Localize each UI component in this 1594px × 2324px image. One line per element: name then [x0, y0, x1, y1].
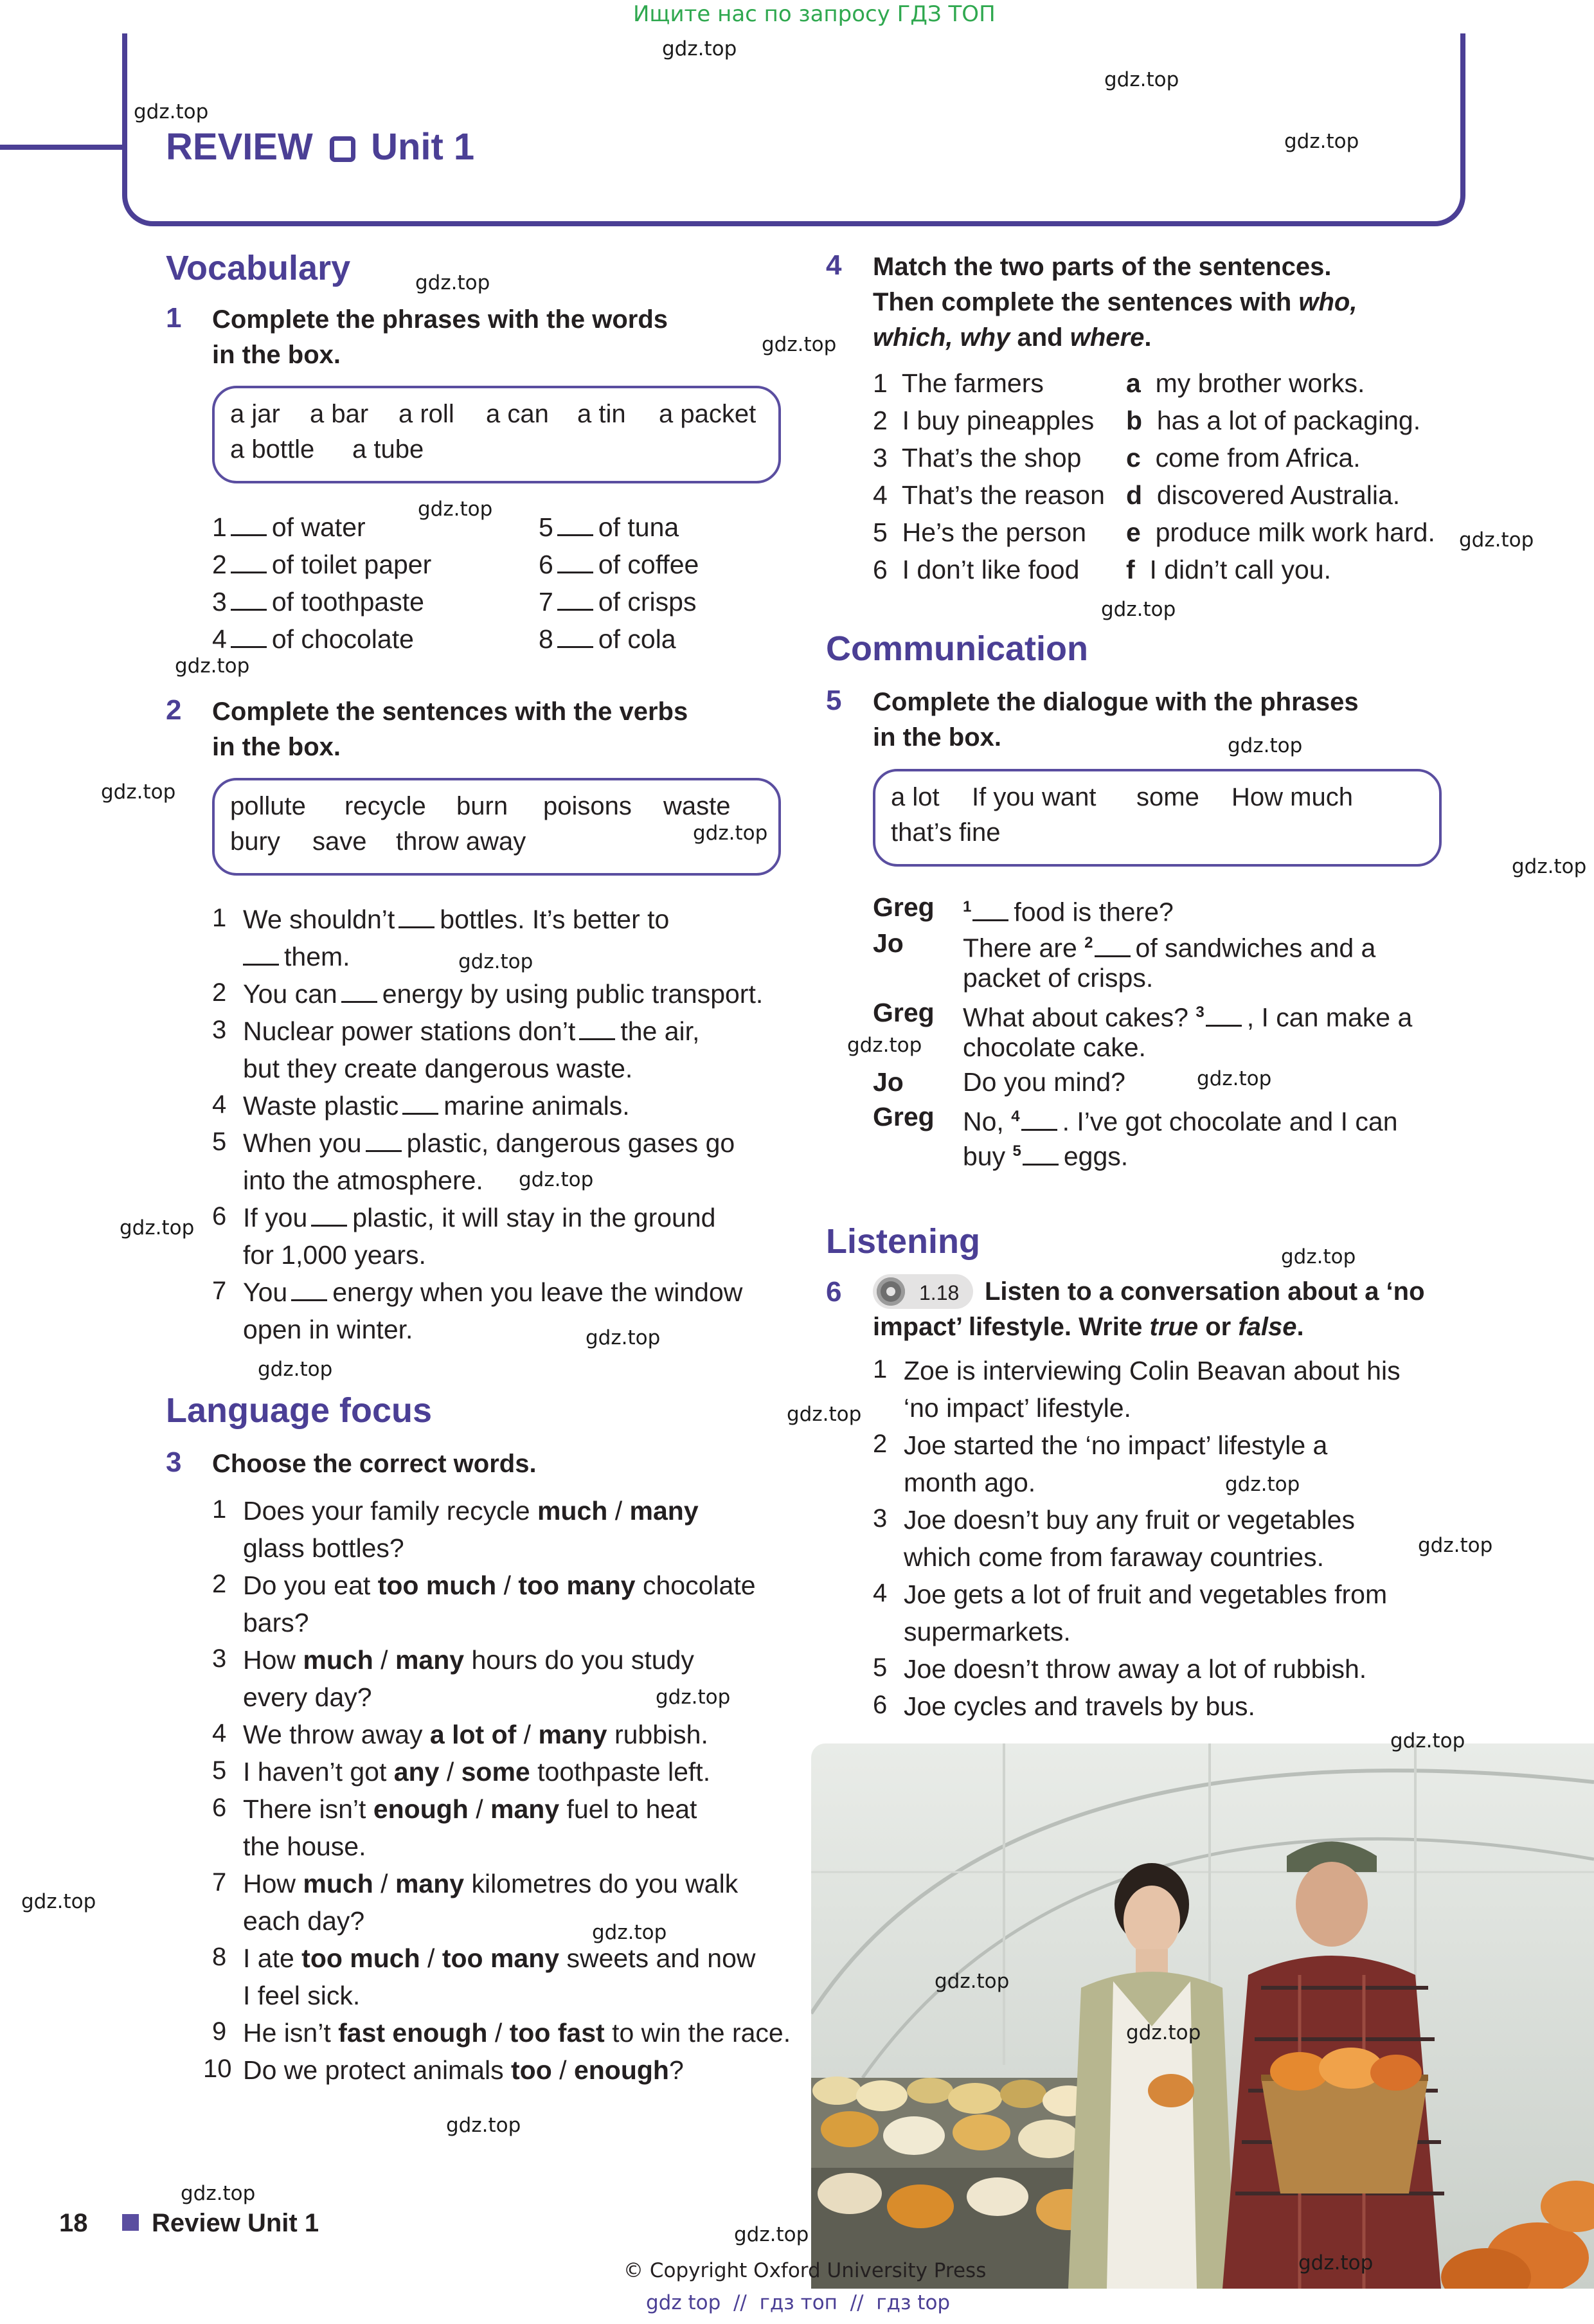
list-item: 7 of crisps: [539, 587, 697, 617]
watermark-text: gdz.top: [1225, 1473, 1300, 1496]
ex4-instruction-1: Match the two parts of the sentences.: [873, 253, 1332, 281]
item-number: 5: [873, 1653, 888, 1682]
watermark-text: gdz.top: [592, 1921, 667, 1944]
statement-line-cont: ‘no impact’ lifestyle.: [904, 1393, 1131, 1423]
vocabulary-title: Vocabulary: [166, 249, 351, 287]
dialogue-line: Do you mind?: [963, 1067, 1125, 1097]
statement-line: Joe started the ‘no impact’ lifestyle a: [904, 1430, 1328, 1460]
choice-sentence: He isn’t fast enough / too fast to win the race.: [243, 2018, 791, 2048]
watermark-text: gdz.top: [1390, 1729, 1465, 1752]
choice-option[interactable]: fast enough: [338, 2018, 488, 2048]
choice-option[interactable]: much: [537, 1496, 608, 1526]
dialogue-line: buy $^5$ eggs.: [963, 1141, 1129, 1171]
item-number: 9: [212, 2017, 227, 2046]
choice-sentence: How much / many hours do you study: [243, 1645, 694, 1675]
statement-line: Joe doesn’t buy any fruit or vegetables: [904, 1505, 1355, 1535]
choice-option[interactable]: enough: [573, 2055, 669, 2085]
word-chip: poisons: [543, 792, 632, 820]
ex4-instruction-3: which, why and where.: [873, 323, 1152, 352]
ex6-instruction-2: impact’ lifestyle. Write true or false.: [873, 1313, 1304, 1341]
choice-option[interactable]: too many: [442, 1943, 560, 1973]
item-number: 1: [212, 1495, 227, 1524]
choice-sentence: We throw away a lot of / many rubbish.: [243, 1720, 708, 1749]
word-chip: pollute: [230, 792, 306, 820]
item-number: 7: [212, 1868, 227, 1896]
footer-square-icon: [122, 2214, 139, 2231]
answer-blank[interactable]: [972, 919, 1008, 921]
watermark-text: gdz.top: [1126, 2021, 1201, 2044]
list-item: 1 of water: [212, 512, 366, 542]
ex2-instruction-2: in the box.: [212, 733, 341, 761]
item-number: 3: [873, 1504, 888, 1533]
sentence-line: When you plastic, dangerous gases go: [243, 1128, 735, 1158]
item-number: 2: [212, 1570, 227, 1598]
match-right-item: b has a lot of packaging.: [1126, 406, 1421, 435]
watermark-text: gdz.top: [935, 1970, 1010, 1993]
watermark-text: gdz.top: [415, 271, 490, 294]
choice-sentence: Do you eat too much / too many chocolate: [243, 1571, 756, 1600]
ex6-instruction-1: Listen to a conversation about a ‘no: [985, 1277, 1425, 1306]
match-left-item: 4 That’s the reason: [873, 480, 1105, 510]
footer-label: Review Unit 1: [152, 2209, 319, 2237]
word-chip: a bar: [310, 400, 369, 428]
copyright: © Copyright Oxford University Press: [623, 2259, 987, 2282]
phrase-chip: some: [1136, 783, 1199, 811]
word-chip: bury: [230, 827, 280, 856]
word-chip: throw away: [396, 827, 526, 856]
answer-blank[interactable]: [1206, 1025, 1242, 1027]
choice-sentence-cont: each day?: [243, 1906, 365, 1936]
watermark-text: gdz.top: [847, 1034, 922, 1057]
sentence-line: You energy when you leave the window: [243, 1277, 743, 1307]
answer-blank[interactable]: [231, 534, 267, 536]
statement-line: Joe doesn’t throw away a lot of rubbish.: [904, 1654, 1367, 1684]
item-number: 10: [203, 2055, 232, 2083]
answer-blank[interactable]: [557, 646, 593, 648]
item-number: 3: [212, 1016, 227, 1044]
choice-option[interactable]: enough: [373, 1794, 469, 1824]
match-left-item: 1 The farmers: [873, 368, 1044, 398]
review-title: [166, 125, 474, 168]
choice-option[interactable]: too much: [301, 1943, 420, 1973]
list-item: 6 of coffee: [539, 550, 699, 579]
ex2-instruction-1: Complete the sentences with the verbs: [212, 698, 688, 726]
match-right-item: d discovered Australia.: [1126, 480, 1401, 510]
ex3-instruction: Choose the correct words.: [212, 1450, 537, 1478]
answer-blank[interactable]: [291, 1299, 327, 1301]
choice-option[interactable]: many: [629, 1496, 699, 1526]
word-chip: a packet: [659, 400, 757, 428]
ex1-instruction-1: Complete the phrases with the words: [212, 305, 668, 334]
answer-blank[interactable]: [402, 1113, 438, 1115]
ex5-instruction-1: Complete the dialogue with the phrases: [873, 688, 1359, 716]
answer-blank[interactable]: [1023, 1164, 1059, 1166]
ex4-instruction-2: Then complete the sentences with who,: [873, 288, 1357, 316]
item-number: 6: [873, 1691, 888, 1719]
answer-blank[interactable]: [243, 964, 279, 966]
item-number: 6: [212, 1202, 227, 1230]
answer-blank[interactable]: [231, 572, 267, 573]
ex2-number: 2: [166, 694, 182, 726]
word-chip: a tube: [352, 435, 424, 464]
choice-option[interactable]: many: [490, 1794, 560, 1824]
dialogue-line: No, $^4$ . I’ve got chocolate and I can: [963, 1106, 1398, 1137]
watermark-text: gdz.top: [762, 333, 837, 356]
watermark-text: gdz.top: [519, 1168, 594, 1191]
speaker-jo: Jo: [873, 1067, 904, 1097]
item-number: 5: [212, 1128, 227, 1156]
phrase-chip: If you want: [972, 783, 1097, 811]
statement-line-cont: which come from faraway countries.: [904, 1542, 1324, 1572]
answer-blank[interactable]: [398, 926, 434, 928]
choice-option[interactable]: too fast: [509, 2018, 605, 2048]
watermark-text: gdz.top: [21, 1890, 96, 1913]
ex5-number: 5: [826, 685, 842, 716]
list-item: 4 of chocolate: [212, 624, 414, 654]
watermark-text: gdz.top: [120, 1216, 195, 1239]
sentence-line: for 1,000 years.: [243, 1240, 426, 1270]
match-right-item: f I didn’t call you.: [1126, 555, 1332, 584]
dialogue-line: $^1$ food is there?: [963, 897, 1174, 927]
language-focus-title: Language focus: [166, 1391, 433, 1430]
watermark-text: gdz.top: [787, 1403, 862, 1426]
dialogue-line: What about cakes? $^3$ , I can make a: [963, 1002, 1413, 1032]
list-item: 8 of cola: [539, 624, 676, 654]
page-number: 18: [59, 2209, 88, 2237]
word-chip: burn: [456, 792, 508, 820]
word-chip: a tin: [577, 400, 626, 428]
watermark-text: gdz.top: [458, 950, 533, 973]
statement-line: Joe cycles and travels by bus.: [904, 1691, 1255, 1721]
unit-label: Unit 1: [371, 126, 475, 168]
choice-option[interactable]: too many: [518, 1571, 636, 1600]
choice-sentence-cont: I feel sick.: [243, 1981, 361, 2010]
header-line-left: [0, 145, 125, 150]
phrase-chip: that’s fine: [891, 818, 1001, 847]
watermark-text: gdz.top: [1228, 734, 1303, 757]
match-right-item: c come from Africa.: [1126, 443, 1361, 473]
item-number: 5: [212, 1756, 227, 1785]
answer-blank[interactable]: [557, 534, 593, 536]
choice-option[interactable]: many: [395, 1645, 465, 1675]
item-number: 7: [212, 1277, 227, 1305]
watermark-text: gdz.top: [1284, 130, 1359, 153]
dialogue-line: chocolate cake.: [963, 1032, 1146, 1062]
choice-option[interactable]: too much: [377, 1571, 497, 1600]
answer-blank[interactable]: [341, 1001, 377, 1003]
watermark-text: gdz.top: [134, 100, 209, 123]
answer-blank[interactable]: [557, 609, 593, 611]
choice-sentence-cont: bars?: [243, 1608, 309, 1637]
watermark-text: gdz.top: [101, 780, 176, 804]
choice-sentence-cont: the house.: [243, 1832, 366, 1861]
ex4-number: 4: [826, 249, 842, 281]
watermark-text: gdz.top: [693, 822, 768, 845]
watermark-text: gdz.top: [1101, 598, 1176, 621]
choice-option[interactable]: a lot of: [429, 1720, 517, 1749]
choice-sentence: I ate too much / too many sweets and now: [243, 1943, 756, 1973]
list-item: 2 of toilet paper: [212, 550, 432, 579]
speaker-greg: Greg: [873, 892, 935, 922]
list-item: 5 of tuna: [539, 512, 679, 542]
sentence-line: but they create dangerous waste.: [243, 1054, 633, 1083]
watermark-text: gdz.top: [1512, 855, 1587, 878]
phrase-chip: How much: [1231, 783, 1353, 811]
watermark-text: gdz.top: [1459, 528, 1534, 552]
watermark-text: gdz.top: [662, 37, 737, 60]
ex6-number: 6: [826, 1276, 842, 1308]
choice-sentence: Do we protect animals too / enough?: [243, 2055, 684, 2085]
speaker-greg: Greg: [873, 998, 935, 1027]
match-left-item: 3 That’s the shop: [873, 443, 1082, 473]
watermark-text: gdz.top: [175, 654, 250, 678]
choice-sentence-cont: every day?: [243, 1682, 372, 1712]
listening-title: Listening: [826, 1222, 980, 1261]
greenhouse-scene-image: [811, 1743, 1594, 2289]
item-number: 6: [212, 1794, 227, 1822]
item-number: 2: [212, 978, 227, 1007]
answer-blank[interactable]: [311, 1225, 347, 1227]
match-right-item: e produce milk work hard.: [1126, 518, 1435, 547]
word-chip: a roll: [398, 400, 454, 428]
statement-line: Joe gets a lot of fruit and vegetables from: [904, 1580, 1388, 1609]
sentence-line: Waste plastic marine animals.: [243, 1091, 630, 1121]
statement-line-cont: supermarkets.: [904, 1617, 1071, 1646]
word-chip: a bottle: [230, 435, 315, 464]
answer-blank[interactable]: [1021, 1129, 1057, 1131]
choice-option[interactable]: any: [393, 1757, 440, 1787]
word-chip: a can: [486, 400, 549, 428]
footer-links[interactable]: gdz top // гдз топ // гдз top: [646, 2291, 951, 2314]
item-number: 2: [873, 1430, 888, 1458]
answer-blank[interactable]: [579, 1038, 615, 1040]
watermark-text: gdz.top: [446, 2114, 521, 2137]
speaker-greg: Greg: [873, 1102, 935, 1131]
ex5-instruction-2: in the box.: [873, 723, 1001, 752]
word-chip: save: [312, 827, 367, 856]
top-banner[interactable]: Ищите нас по запросу ГДЗ ТОП: [633, 1, 996, 27]
item-number: 1: [873, 1355, 888, 1383]
watermark-text: gdz.top: [734, 2223, 809, 2246]
choice-option[interactable]: many: [395, 1869, 465, 1898]
sentence-line: into the atmosphere.: [243, 1166, 483, 1195]
item-number: 3: [212, 1644, 227, 1673]
sentence-line: open in winter.: [243, 1315, 413, 1344]
choice-sentence: I haven’t got any / some toothpaste left.: [243, 1757, 711, 1787]
word-chip: recycle: [345, 792, 426, 820]
ex3-number: 3: [166, 1446, 182, 1478]
sentence-line: We shouldn’t bottles. It’s better to: [243, 905, 670, 934]
choice-option[interactable]: many: [538, 1720, 607, 1749]
item-number: 8: [212, 1943, 227, 1971]
watermark-text: gdz.top: [1281, 1245, 1356, 1268]
item-number: 4: [873, 1579, 888, 1607]
cd-icon: [877, 1277, 905, 1306]
word-chip: waste: [663, 792, 731, 820]
dialogue-line: packet of crisps.: [963, 963, 1154, 993]
item-number: 4: [212, 1090, 227, 1119]
watermark-text: gdz.top: [586, 1326, 661, 1349]
communication-title: Communication: [826, 629, 1089, 668]
sentence-line: them.: [243, 938, 350, 975]
speaker-jo: Jo: [873, 928, 904, 958]
phrase-chip: a lot: [891, 783, 940, 811]
choice-option[interactable]: too: [511, 2055, 552, 2085]
item-number: 4: [212, 1719, 227, 1747]
watermark-text: gdz.top: [1418, 1534, 1493, 1557]
sentence-line: Nuclear power stations don’t the air,: [243, 1016, 700, 1046]
sentence-line: You can energy by using public transport.: [243, 979, 764, 1009]
match-right-item: a my brother works.: [1126, 368, 1365, 398]
match-left-item: 5 He’s the person: [873, 518, 1087, 547]
watermark-text: gdz.top: [1298, 2251, 1374, 2274]
choice-option[interactable]: much: [303, 1645, 373, 1675]
match-left-item: 6 I don’t like food: [873, 555, 1080, 584]
choice-sentence: How much / many kilometres do you walk: [243, 1869, 739, 1898]
choice-sentence-cont: glass bottles?: [243, 1533, 404, 1563]
dialogue-line: There are $^2$ of sandwiches and a: [963, 933, 1376, 963]
watermark-text: gdz.top: [181, 2182, 256, 2205]
answer-blank[interactable]: [1095, 955, 1131, 957]
watermark-text: gdz.top: [1197, 1067, 1272, 1090]
list-item: 3 of toothpaste: [212, 587, 424, 617]
watermark-text: gdz.top: [656, 1686, 731, 1709]
item-number: 1: [212, 904, 227, 932]
word-chip: a jar: [230, 400, 280, 428]
choice-option[interactable]: some: [461, 1757, 530, 1787]
ex1-instruction-2: in the box.: [212, 341, 341, 369]
watermark-text: gdz.top: [418, 498, 493, 521]
review-square-icon: [330, 136, 355, 162]
choice-sentence: There isn’t enough / many fuel to heat: [243, 1794, 697, 1824]
statement-line-cont: month ago.: [904, 1468, 1036, 1497]
choice-option[interactable]: much: [303, 1869, 373, 1898]
ex1-number: 1: [166, 302, 182, 334]
watermark-text: gdz.top: [1104, 68, 1179, 91]
answer-blank[interactable]: [231, 646, 267, 648]
answer-blank[interactable]: [557, 572, 593, 573]
choice-sentence: Does your family recycle much / many: [243, 1496, 699, 1526]
sentence-line: If you plastic, it will stay in the ground: [243, 1203, 716, 1232]
answer-blank[interactable]: [366, 1150, 402, 1152]
answer-blank[interactable]: [231, 609, 267, 611]
track-number: 1.18: [919, 1281, 960, 1304]
watermark-text: gdz.top: [258, 1358, 333, 1381]
statement-line: Zoe is interviewing Colin Beavan about his: [904, 1356, 1401, 1385]
review-label: REVIEW: [166, 126, 313, 168]
audio-track-button[interactable]: [873, 1274, 973, 1309]
greenhouse-photo: [811, 1743, 1594, 2289]
match-left-item: 2 I buy pineapples: [873, 406, 1095, 435]
